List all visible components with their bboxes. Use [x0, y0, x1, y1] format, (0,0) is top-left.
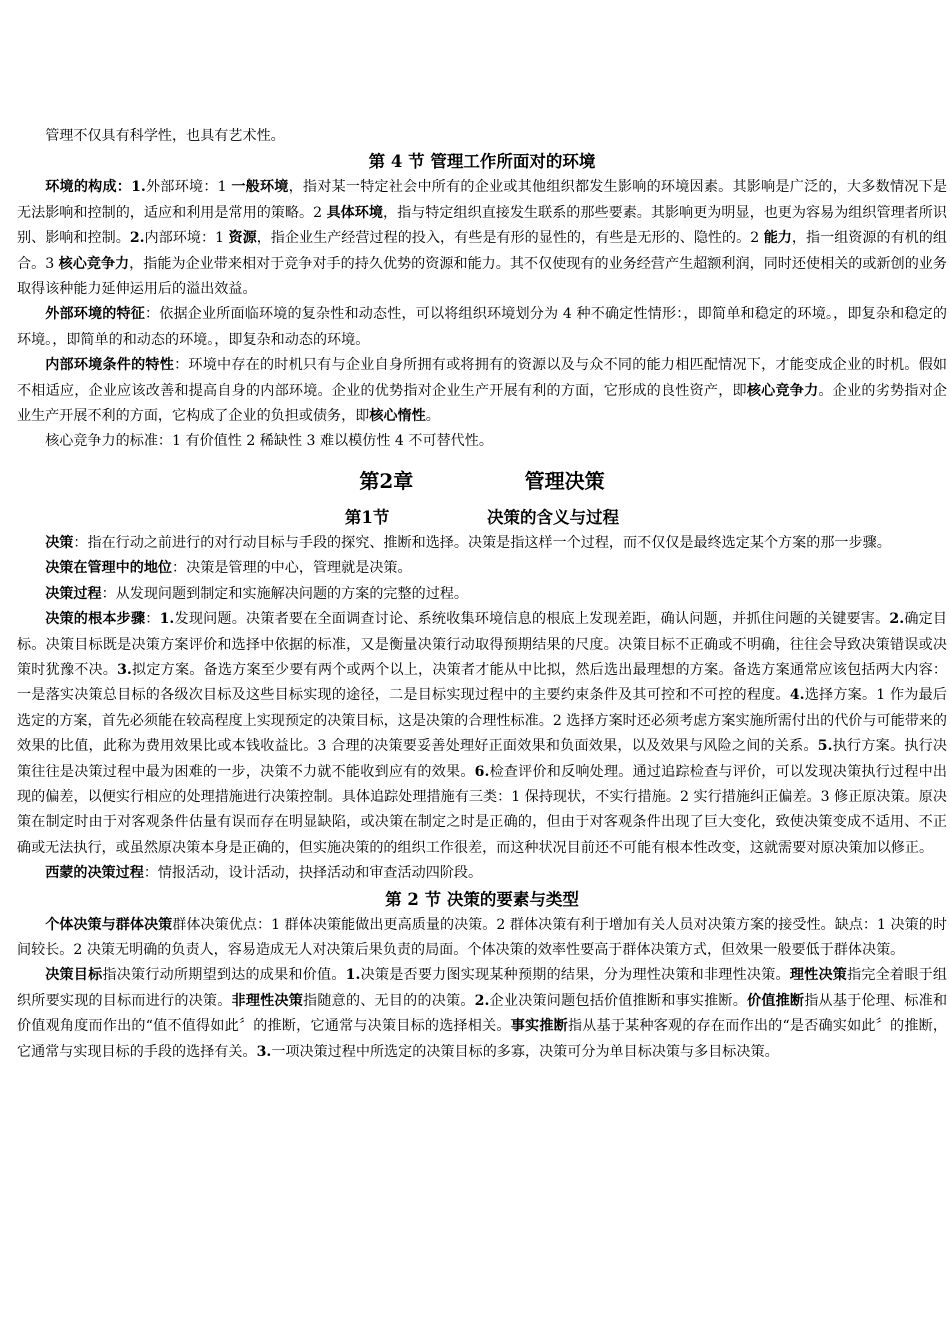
bold-term: 非理性决策 — [231, 992, 304, 1009]
text-run: 指决策行动所期望到达的成果和价值。 — [102, 967, 346, 984]
chapter-2-title: 第2章 管理决策 — [359, 468, 605, 493]
bold-term: 2. — [889, 611, 905, 628]
bold-term: 2. — [474, 992, 490, 1009]
bold-term: 西蒙的决策过程 — [45, 865, 144, 882]
text-run: 群体决策优点：1 群体决策能做出更高质量的决策。2 群体决策有利于增加有关人员对决策方案的接受性。缺点：1 决策的时间较长。2 决策无明确的负责人，容易造成无人对决策后果负责的局面。个体决策的效率性要高于群体决策方式，但效果一般要低于群体决策。 — [17, 916, 947, 958]
decision-steps-paragraph — [17, 607, 947, 861]
section-1-title: 第1节 决策的含义与过程 — [344, 507, 620, 527]
bold-term: 1. — [131, 179, 146, 196]
text-run: 发现问题。决策者要在全面调查讨论、系统收集环境信息的根底上发现差距，确认问题，并抓住问题的关键要害。 — [174, 611, 890, 628]
text-run: ，指与特定组织直接发生联系的那些要素。其影响更为明显，也更为容易为组织管理者所识别、影响和控制。 — [17, 204, 948, 247]
decision-process-paragraph — [17, 582, 947, 607]
section-4-title: 第 4 节 管理工作所面对的环境 — [368, 152, 596, 172]
bold-term: 能力 — [763, 230, 792, 247]
bold-term: 事实推断 — [510, 1018, 568, 1035]
decision-definition-paragraph — [17, 531, 947, 556]
text-run: 指完全着眼于组织所要实现的目标而进行的决策。 — [17, 967, 948, 1009]
text-run: ：依据企业所面临环境的复杂性和动态性，可以将组织环境划分为 4 种不确定性情形：，即简单和稳定的环境。，即复杂和稳定的环境。，即简单的和动态的环境。，即复杂和动态的环境。 — [17, 306, 947, 348]
text-run: 内部环境：1 — [144, 230, 229, 247]
section-2-title: 第 2 节 决策的要素与类型 — [385, 889, 579, 909]
env-composition-paragraph — [17, 175, 947, 302]
bold-term: 决策的根本步骤 — [45, 611, 146, 628]
text-run: ，指企业生产经营过程的投入，有些是有形的显性的，有些是无形的、隐性的。2 — [256, 230, 764, 247]
decision-goal-paragraph — [17, 963, 947, 1065]
text-run: 指随意的、无目的的决策。 — [303, 992, 475, 1009]
text-run: 。企业的劣势指对企业生产开展不利的方面，它构成了企业的负担或债务，即 — [17, 382, 948, 425]
bold-term: 个体决策与群体决策 — [45, 916, 173, 933]
text-run: 指从基于伦理、标准和价值观角度而作出的“值不值得如此〞的推断，它通常与决策目标的选择相关。 — [17, 992, 948, 1035]
bold-term: 2. — [129, 230, 145, 247]
text-run: 选择方案。1 作为最后选定的方案，首先必须能在较高程度上实现预定的决策目标，这是决策的合理性标准。2 选择方案时还必须考虑方案实施所需付出的代价与可能带来的效果的比值，此称为费用效果比或本钱收益比。3 合理的决策要妥善处理好正面效果和负面效果，以及效果与风险之间的关系。 — [17, 687, 947, 755]
bold-term: 核心竞争力 — [746, 382, 819, 399]
bold-term: 核心惰性 — [369, 408, 426, 425]
text-run: 外部环境：1 — [145, 179, 232, 196]
text-run: 检查评价和反响处理。通过追踪检查与评价，可以发现决策执行过程中出现的偏差，以便实行相应的处理措施进行决策控制。具体追踪处理措施有三类：1 保持现状，不实行措施。2 实行措施纠正偏差。3 修正原决策。原决策在制定时由于对客观条件估量有误而存在明显缺陷，或决策在制定之时是正确的，但由于对客观条件出现了巨大变化，致使决策变成不适用、不正确或无法执行，或虽然原决策本身是正确的，但实施决策的的组织工作很差，而这种状况目前还不可能有根本性改变，这就需要对原决策加以修正。 — [17, 763, 947, 856]
text-run: ：指在行动之前进行的对行动目标与手段的探究、推断和选择。决策是指这样一个过程，而不仅仅是最终选定某个方案的那一步骤。 — [73, 534, 891, 551]
text-run: ：情报活动，设计活动，抉择活动和审查活动四阶段。 — [143, 865, 483, 882]
text-run: 确定目标。决策目标既是决策方案评价和选择中依据的标准，又是衡量决策行动取得预期结果的尺度。决策目标不正确或不明确，往往会导致决策错误或决策时犹豫不决。 — [17, 611, 948, 678]
bold-term: 资源 — [228, 230, 257, 247]
core-competence-paragraph: 核心竞争力的标准：1 有价值性 2 稀缺性 3 难以模仿性 4 不可替代性。 — [45, 433, 493, 450]
bold-term: 价值推断 — [747, 992, 805, 1009]
internal-env-paragraph — [17, 353, 947, 429]
bold-term: 3. — [256, 1043, 272, 1060]
text-run: ：决策是管理的中心，管理就是决策。 — [172, 560, 412, 577]
text-run: 决策是否要力图实现某种预期的结果，分为理性决策和非理性决策。 — [360, 967, 790, 984]
text-run: ： — [145, 611, 160, 628]
individual-group-paragraph — [17, 913, 947, 964]
text-run: 企业决策问题包括价值推断和事实推断。 — [489, 992, 748, 1009]
bold-term: 理性决策 — [789, 967, 848, 984]
text-run: ：环境中存在的时机只有与企业自身所拥有或将拥有的资源以及与众不同的能力相匹配情况下，才能变成企业的时机。假如不相适应，企业应该改善和提高自身的内部环境。企业的优势指对企业生产开展有利的方面，它形成的良性资产，即 — [17, 357, 948, 399]
bold-term: 5. — [817, 738, 833, 755]
text-run: 执行方案。执行决策往往是决策过程中最为困难的一步，决策不力就不能收到应有的效果。 — [17, 738, 947, 780]
text-run: ，指能为企业带来相对于竞争对手的持久优势的资源和能力。其不仅使现有的业务经营产生超额利润，同时还使相关的或新创的业务取得该种能力延伸运用后的溢出效益。 — [17, 255, 948, 298]
text-run: ，指一组资源的有机的组合。3 — [17, 230, 947, 272]
text-run: 拟定方案。备选方案至少要有两个或两个以上，决策者才能从中比拟，然后选出最理想的方案。备选方案通常应该包括两大内容：一是落实决策总目标的各级次目标及这些目标实现的途径，二是目标实现过程中的主要约束条件及其可控和不可控的程度。 — [17, 661, 947, 704]
bold-term: 决策过程 — [45, 585, 102, 602]
bold-term: 外部环境的特征 — [45, 306, 145, 323]
document-body — [17, 124, 947, 1065]
text-run: ：从发现问题到制定和实施解决问题的方案的完整的过程。 — [101, 585, 468, 602]
bold-term: 6. — [474, 763, 490, 780]
bold-term: 1. — [345, 967, 361, 984]
intro-paragraph: 管理不仅具有科学性，也具有艺术性。 — [45, 128, 285, 144]
bold-term: 3. — [117, 661, 132, 678]
bold-term: 决策在管理中的地位 — [45, 560, 173, 577]
bold-term: 环境的构成： — [45, 179, 132, 196]
decision-status-paragraph — [17, 556, 947, 581]
bold-term: 具体环境 — [326, 204, 383, 221]
text-run: 指从基于某种客观的存在而作出的“是否确实如此〞的推断，它通常与实现目标的手段的选择有关。 — [17, 1018, 948, 1060]
text-run: 一项决策过程中所选定的决策目标的多寡，决策可分为单目标决策与多目标决策。 — [271, 1043, 779, 1060]
bold-term: 内部环境条件的特性 — [45, 357, 175, 374]
bold-term: 4. — [789, 687, 805, 704]
bold-term: 决策 — [45, 534, 74, 551]
bold-term: 决策目标 — [45, 967, 103, 984]
bold-term: 核心竞争力 — [58, 255, 130, 272]
simon-process-paragraph — [17, 861, 947, 886]
text-run: 。 — [425, 408, 440, 425]
external-env-paragraph — [17, 302, 947, 353]
bold-term: 1. — [159, 611, 175, 628]
text-run: ，指对某一特定社会中所有的企业或其他组织都发生影响的环境因素。其影响是广泛的，大多数情况下是无法影响和控制的，适应和利用是常用的策略。2 — [17, 179, 948, 221]
bold-term: 一般环境 — [231, 179, 289, 196]
